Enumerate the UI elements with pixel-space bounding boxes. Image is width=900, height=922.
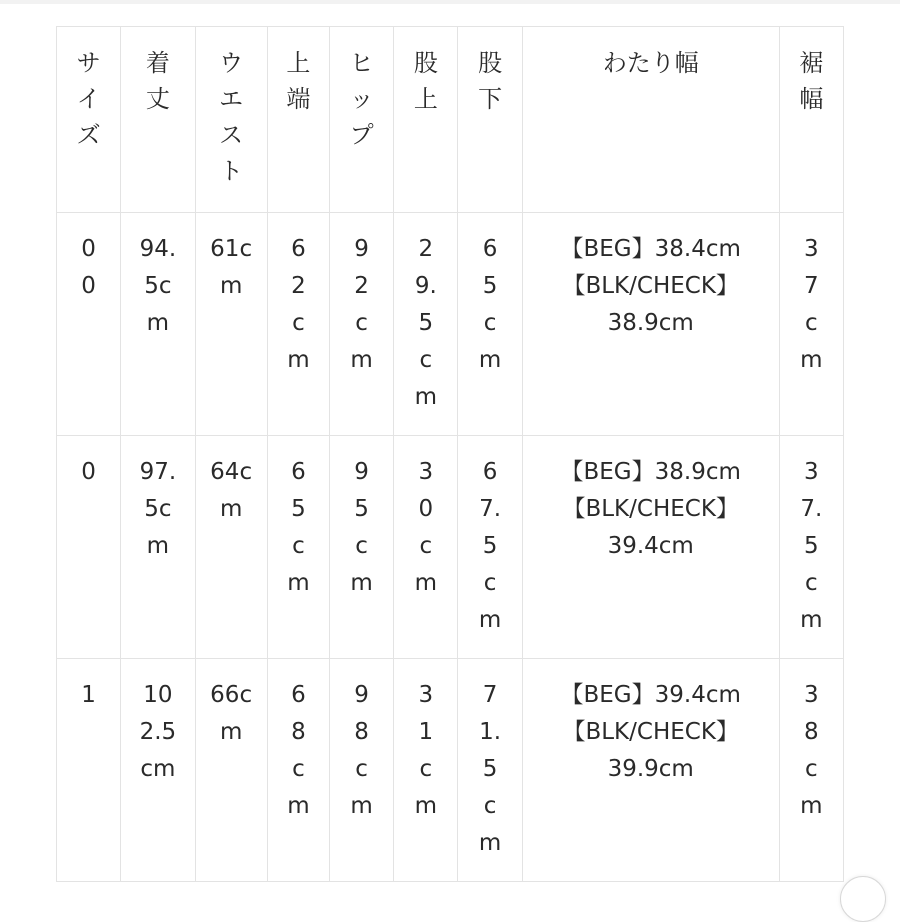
cell-rise: 30cm xyxy=(394,436,458,659)
table-row xyxy=(57,659,844,882)
table-row xyxy=(57,213,844,436)
cell-hem-width: 37.5cm xyxy=(779,436,843,659)
header-rise: 股上 xyxy=(394,27,458,213)
cell-inseam: 71.5cm xyxy=(458,659,522,882)
header-hip: ヒップ xyxy=(330,27,394,213)
cell-inseam: 67.5cm xyxy=(458,436,522,659)
top-divider xyxy=(0,0,900,4)
cell-length: 94.5cm xyxy=(121,213,195,436)
table-row xyxy=(57,436,844,659)
cell-length: 97.5cm xyxy=(121,436,195,659)
cell-length: 102.5cm xyxy=(121,659,195,882)
cell-rise: 29.5cm xyxy=(394,213,458,436)
cell-hip: 98cm xyxy=(330,659,394,882)
cell-waist: 66cm xyxy=(195,659,267,882)
floating-action-button[interactable] xyxy=(840,876,886,922)
cell-size: 0 xyxy=(57,436,121,659)
cell-rise: 31cm xyxy=(394,659,458,882)
header-length: 着丈 xyxy=(121,27,195,213)
header-size: サイズ xyxy=(57,27,121,213)
cell-waist: 64cm xyxy=(195,436,267,659)
header-inseam: 股下 xyxy=(458,27,522,213)
cell-hem-width: 37cm xyxy=(779,213,843,436)
cell-thigh-width: 【BEG】39.4cm 【BLK/CHECK】 39.9cm xyxy=(522,659,779,882)
size-chart-table xyxy=(56,26,844,882)
header-waist: ウエスト xyxy=(195,27,267,213)
cell-top-edge: 65cm xyxy=(267,436,329,659)
cell-hem-width: 38cm xyxy=(779,659,843,882)
cell-hip: 95cm xyxy=(330,436,394,659)
cell-top-edge: 62cm xyxy=(267,213,329,436)
cell-thigh-width: 【BEG】38.9cm 【BLK/CHECK】 39.4cm xyxy=(522,436,779,659)
cell-size: 00 xyxy=(57,213,121,436)
cell-hip: 92cm xyxy=(330,213,394,436)
header-hem-width: 裾幅 xyxy=(779,27,843,213)
cell-thigh-width: 【BEG】38.4cm 【BLK/CHECK】 38.9cm xyxy=(522,213,779,436)
cell-waist: 61cm xyxy=(195,213,267,436)
cell-size: 1 xyxy=(57,659,121,882)
cell-top-edge: 68cm xyxy=(267,659,329,882)
header-thigh-width: わたり幅 xyxy=(522,27,779,213)
header-top-edge: 上端 xyxy=(267,27,329,213)
table-header-row xyxy=(57,27,844,213)
cell-inseam: 65cm xyxy=(458,213,522,436)
